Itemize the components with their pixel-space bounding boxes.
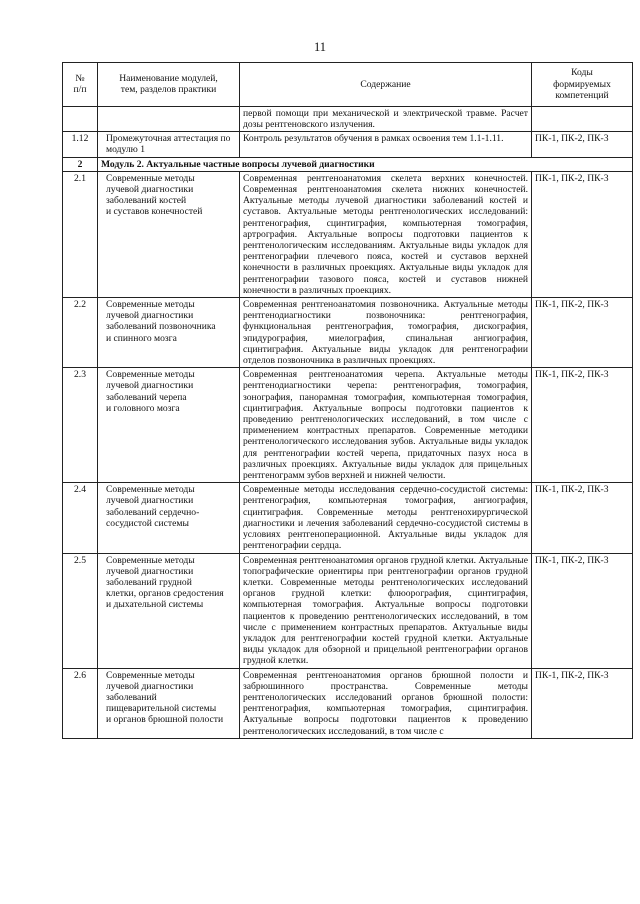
row-content: Современная рентгеноанатомия скелета верхних конечностей. Современная рентгеноанатомия скелета нижних конечностей. Актуальные методы лучевой диагностики заболеваний костей и суставов. Актуальные методы рентгенологических исследований: рентгенография, сцинтиграфия, компьютерная томография, артрография. Актуальные вопросы подготовки пациентов к рентгенологическим исследованиям. Актуальные виды укладок для рентгенографии плечевого пояса, костей и суставов верхней конечности в различных проекциях. Актуальные виды укладок для рентгенографии тазового пояса, костей и суставов нижней конечности в различных проекциях. (240, 171, 532, 297)
row-num: 2.2 (63, 298, 98, 368)
module-title: Модуль 2. Актуальные частные вопросы лучевой диагностики (98, 157, 633, 171)
row-num (63, 106, 98, 131)
row-codes: ПК-1, ПК-2, ПК-3 (532, 483, 633, 553)
row-content: Современная рентгеноанатомия позвоночника. Актуальные методы рентгенодиагностики позвоночника: рентгенография, функциональная рентгенография, томография, дискография, эпидурография, миелография, спинальная ангиография, сцинтиграфия. Актуальные виды укладок для рентгенографии отделов позвоночника в различных проекциях. (240, 298, 532, 368)
table-row (63, 668, 633, 738)
table-row (63, 368, 633, 483)
row-content: Современные методы исследования сердечно-сосудистой системы: рентгенография, компьютерная томография, ангиография, сцинтиграфия. Современные методы рентгенохирургической диагностики и лечения заболеваний сердечно-сосудистой системы в условиях рентгеноперационной. Актуальные виды укладок для рентгенографии сердца. (240, 483, 532, 553)
row-name (98, 106, 240, 131)
module-row (63, 157, 633, 171)
row-num: 2.5 (63, 553, 98, 668)
table-row (63, 298, 633, 368)
table-row (63, 106, 633, 131)
row-codes (532, 106, 633, 131)
row-num: 2.3 (63, 368, 98, 483)
header-codes: Коды формируемых компетенций (532, 63, 633, 107)
table-row (63, 483, 633, 553)
table-row (63, 171, 633, 297)
row-content: Контроль результатов обучения в рамках освоения тем 1.1-1.11. (240, 132, 532, 157)
row-codes: ПК-1, ПК-2, ПК-3 (532, 553, 633, 668)
row-name: Современные методы лучевой диагностики заболеваний позвоночника и спинного мозга (98, 298, 240, 368)
row-codes: ПК-1, ПК-2, ПК-3 (532, 171, 633, 297)
row-num: 2.4 (63, 483, 98, 553)
row-num: 1.12 (63, 132, 98, 157)
module-num: 2 (63, 157, 98, 171)
table-header-row (63, 63, 633, 107)
row-codes: ПК-1, ПК-2, ПК-3 (532, 298, 633, 368)
header-num: № п/п (63, 63, 98, 107)
header-content: Содержание (240, 63, 532, 107)
curriculum-table (62, 62, 633, 739)
row-name: Современные методы лучевой диагностики заболеваний грудной клетки, органов средостения и дыхательной системы (98, 553, 240, 668)
row-content: Современная рентгеноанатомия органов грудной клетки. Актуальные топографические ориентиры при рентгенографии органов грудной клетки. Современные методы рентгенологических исследований органов грудной клетки: флюорография, сцинтиграфия, компьютерная томография. Актуальные вопросы подготовки пациентов к проведению рентгенологических исследований, в том числе с применением контрастных препаратов. Актуальные виды укладок для рентгенографии костей грудной клетки. Актуальные виды укладок для обзорной и прицельной рентгенографии органов грудной клетки. (240, 553, 532, 668)
row-codes: ПК-1, ПК-2, ПК-3 (532, 132, 633, 157)
row-name: Промежуточная аттестация по модулю 1 (98, 132, 240, 157)
row-content: Современная рентгеноанатомия черепа. Актуальные методы рентгенодиагностики черепа: рентгенография, томография, зонография, панорамная томография, компьютерная томография, сцинтиграфия. Актуальные вопросы подготовки пациентов к проведению рентгенологических исследований, в том числе с применением контрастных препаратов. Современные методики рентгенологического исследования зубов. Актуальные виды укладок для рентгенографии костей черепа, придаточных пазух носа в различных проекциях. Актуальные виды укладок для прицельных рентгенограмм зубов верхней и нижней челюсти. (240, 368, 532, 483)
row-content: Современная рентгеноанатомия органов брюшной полости и забрюшинного пространства. Современные методы рентгенологических исследований органов брюшной полости: рентгенография, компьютерная томография, сцинтиграфия. Актуальные вопросы подготовки пациентов к проведению рентгенологических исследований, в том числе с (240, 668, 532, 738)
row-num: 2.1 (63, 171, 98, 297)
table-row (63, 553, 633, 668)
row-name: Современные методы лучевой диагностики заболеваний пищеварительной системы и органов брюшной полости (98, 668, 240, 738)
row-codes: ПК-1, ПК-2, ПК-3 (532, 668, 633, 738)
row-codes: ПК-1, ПК-2, ПК-3 (532, 368, 633, 483)
header-name: Наименование модулей, тем, разделов практики (98, 63, 240, 107)
table-row (63, 132, 633, 157)
row-num: 2.6 (63, 668, 98, 738)
row-name: Современные методы лучевой диагностики заболеваний сердечно- сосудистой системы (98, 483, 240, 553)
page-number: 11 (313, 40, 327, 54)
row-content: первой помощи при механической и электрической травме. Расчет дозы рентгеновского излучения. (240, 106, 532, 131)
row-name: Современные методы лучевой диагностики заболеваний костей и суставов конечностей (98, 171, 240, 297)
row-name: Современные методы лучевой диагностики заболеваний черепа и головного мозга (98, 368, 240, 483)
